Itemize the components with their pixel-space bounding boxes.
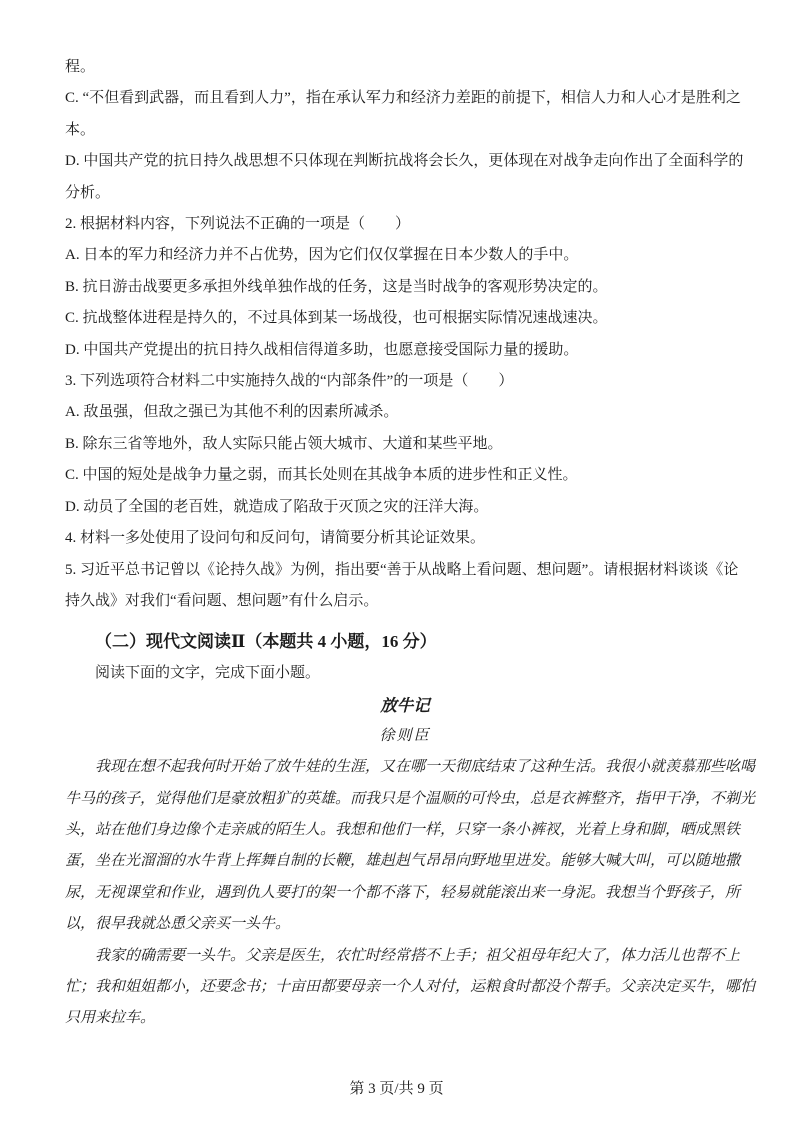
essay-author: 徐则臣 (379, 727, 431, 744)
q1-option-c-line2: 本。 (65, 121, 96, 138)
page-content (65, 52, 756, 1035)
essay-para1-line3: 头，站在他们身边像个走亲戚的陌生人。我想和他们一样，只穿一条小裤衩，光着上身和脚，晒成黑铁 (65, 821, 741, 838)
q3-option-d: D. 动员了全国的老百姓，就造成了陷敌于灭顶之灾的汪洋大海。 (65, 498, 489, 515)
q2-option-d: D. 中国共产党提出的抗日持久战相信得道多助，也愿意接受国际力量的援助。 (65, 341, 579, 358)
essay-para1-line6: 以，很早我就怂恿父亲买一头牛。 (65, 916, 291, 933)
q5-line2: 持久战》对我们“看问题、想问题”有什么启示。 (65, 592, 379, 609)
essay-para1-line4: 蛋，坐在光溜溜的水牛背上挥舞自制的长鞭，雄赳赳气昂昂向野地里进发。能够大喊大叫，可以随地撒 (65, 853, 741, 870)
q5-line1: 5. 习近平总书记曾以《论持久战》为例，指出要“善于从战略上看问题、想问题”。请根据材料谈谈《论 (65, 561, 739, 578)
q2-option-c: C. 抗战整体进程是持久的，不过具体到某一场战役，也可根据实际情况速战速决。 (65, 310, 608, 327)
q1-option-c-line1: C. “不但看到武器，而且看到人力”，指在承认军力和经济力差距的前提下，相信人力和人心才是胜利之 (65, 90, 741, 107)
essay-para2-line1: 我家的确需要一头牛。父亲是医生，农忙时经常搭不上手；祖父祖母年纪大了，体力活儿也帮不上 (95, 947, 741, 964)
essay-para2-line3: 只用来拉车。 (65, 1010, 156, 1027)
essay-para1-line1: 我现在想不起我何时开始了放牛娃的生涯，又在哪一天彻底结束了这种生活。我很小就羡慕那些吆喝 (95, 759, 756, 776)
q3-stem: 3. 下列选项符合材料二中实施持久战的“内部条件”的一项是（ ） (65, 373, 514, 390)
q3-option-c: C. 中国的短处是战争力量之弱，而其长处则在其战争本质的进步性和正义性。 (65, 467, 578, 484)
section-heading: （二）现代文阅读Ⅱ（本题共 4 小题，16 分） (95, 632, 437, 652)
essay-para2-line2: 忙；我和姐姐都小，还要念书；十亩田都要母亲一个人对付，运粮食时都没个帮手。父亲决定买牛，哪怕 (65, 978, 756, 995)
reading-intro: 阅读下面的文字，完成下面小题。 (95, 665, 321, 682)
page-footer: 第 3 页/共 9 页 (349, 1081, 444, 1097)
essay-para1-line5: 尿，无视课堂和作业，遇到仇人要打的架一个都不落下，轻易就能滚出来一身泥。我想当个野孩子，所 (65, 884, 741, 901)
q4-text: 4. 材料一多处使用了设问句和反问句，请简要分析其论证效果。 (65, 530, 486, 547)
q3-option-b: B. 除东三省等地外，敌人实际只能占领大城市、大道和某些平地。 (65, 435, 503, 452)
carryover-line: 程。 (65, 59, 96, 75)
q2-stem: 2. 根据材料内容，下列说法不正确的一项是（ ） (65, 216, 411, 233)
essay-para1-line2: 牛马的孩子，觉得他们是豪放粗犷的英雄。而我只是个温顺的可怜虫，总是衣裤整齐，指甲干净，不剃光 (65, 790, 756, 807)
q3-option-a: A. 敌虽强，但敌之强已为其他不利的因素所减杀。 (65, 404, 399, 421)
q1-option-d-line1: D. 中国共产党的抗日持久战思想不只体现在判断抗战将会长久，更体现在对战争走向作出了全面科学的 (65, 153, 744, 170)
q2-option-b: B. 抗日游击战要更多承担外线单独作战的任务，这是当时战争的客观形势决定的。 (65, 278, 608, 295)
essay-title: 放牛记 (380, 695, 430, 715)
q2-option-a: A. 日本的军力和经济力并不占优势，因为它们仅仅掌握在日本少数人的手中。 (65, 247, 579, 264)
q1-option-d-line2: 分析。 (65, 184, 111, 201)
